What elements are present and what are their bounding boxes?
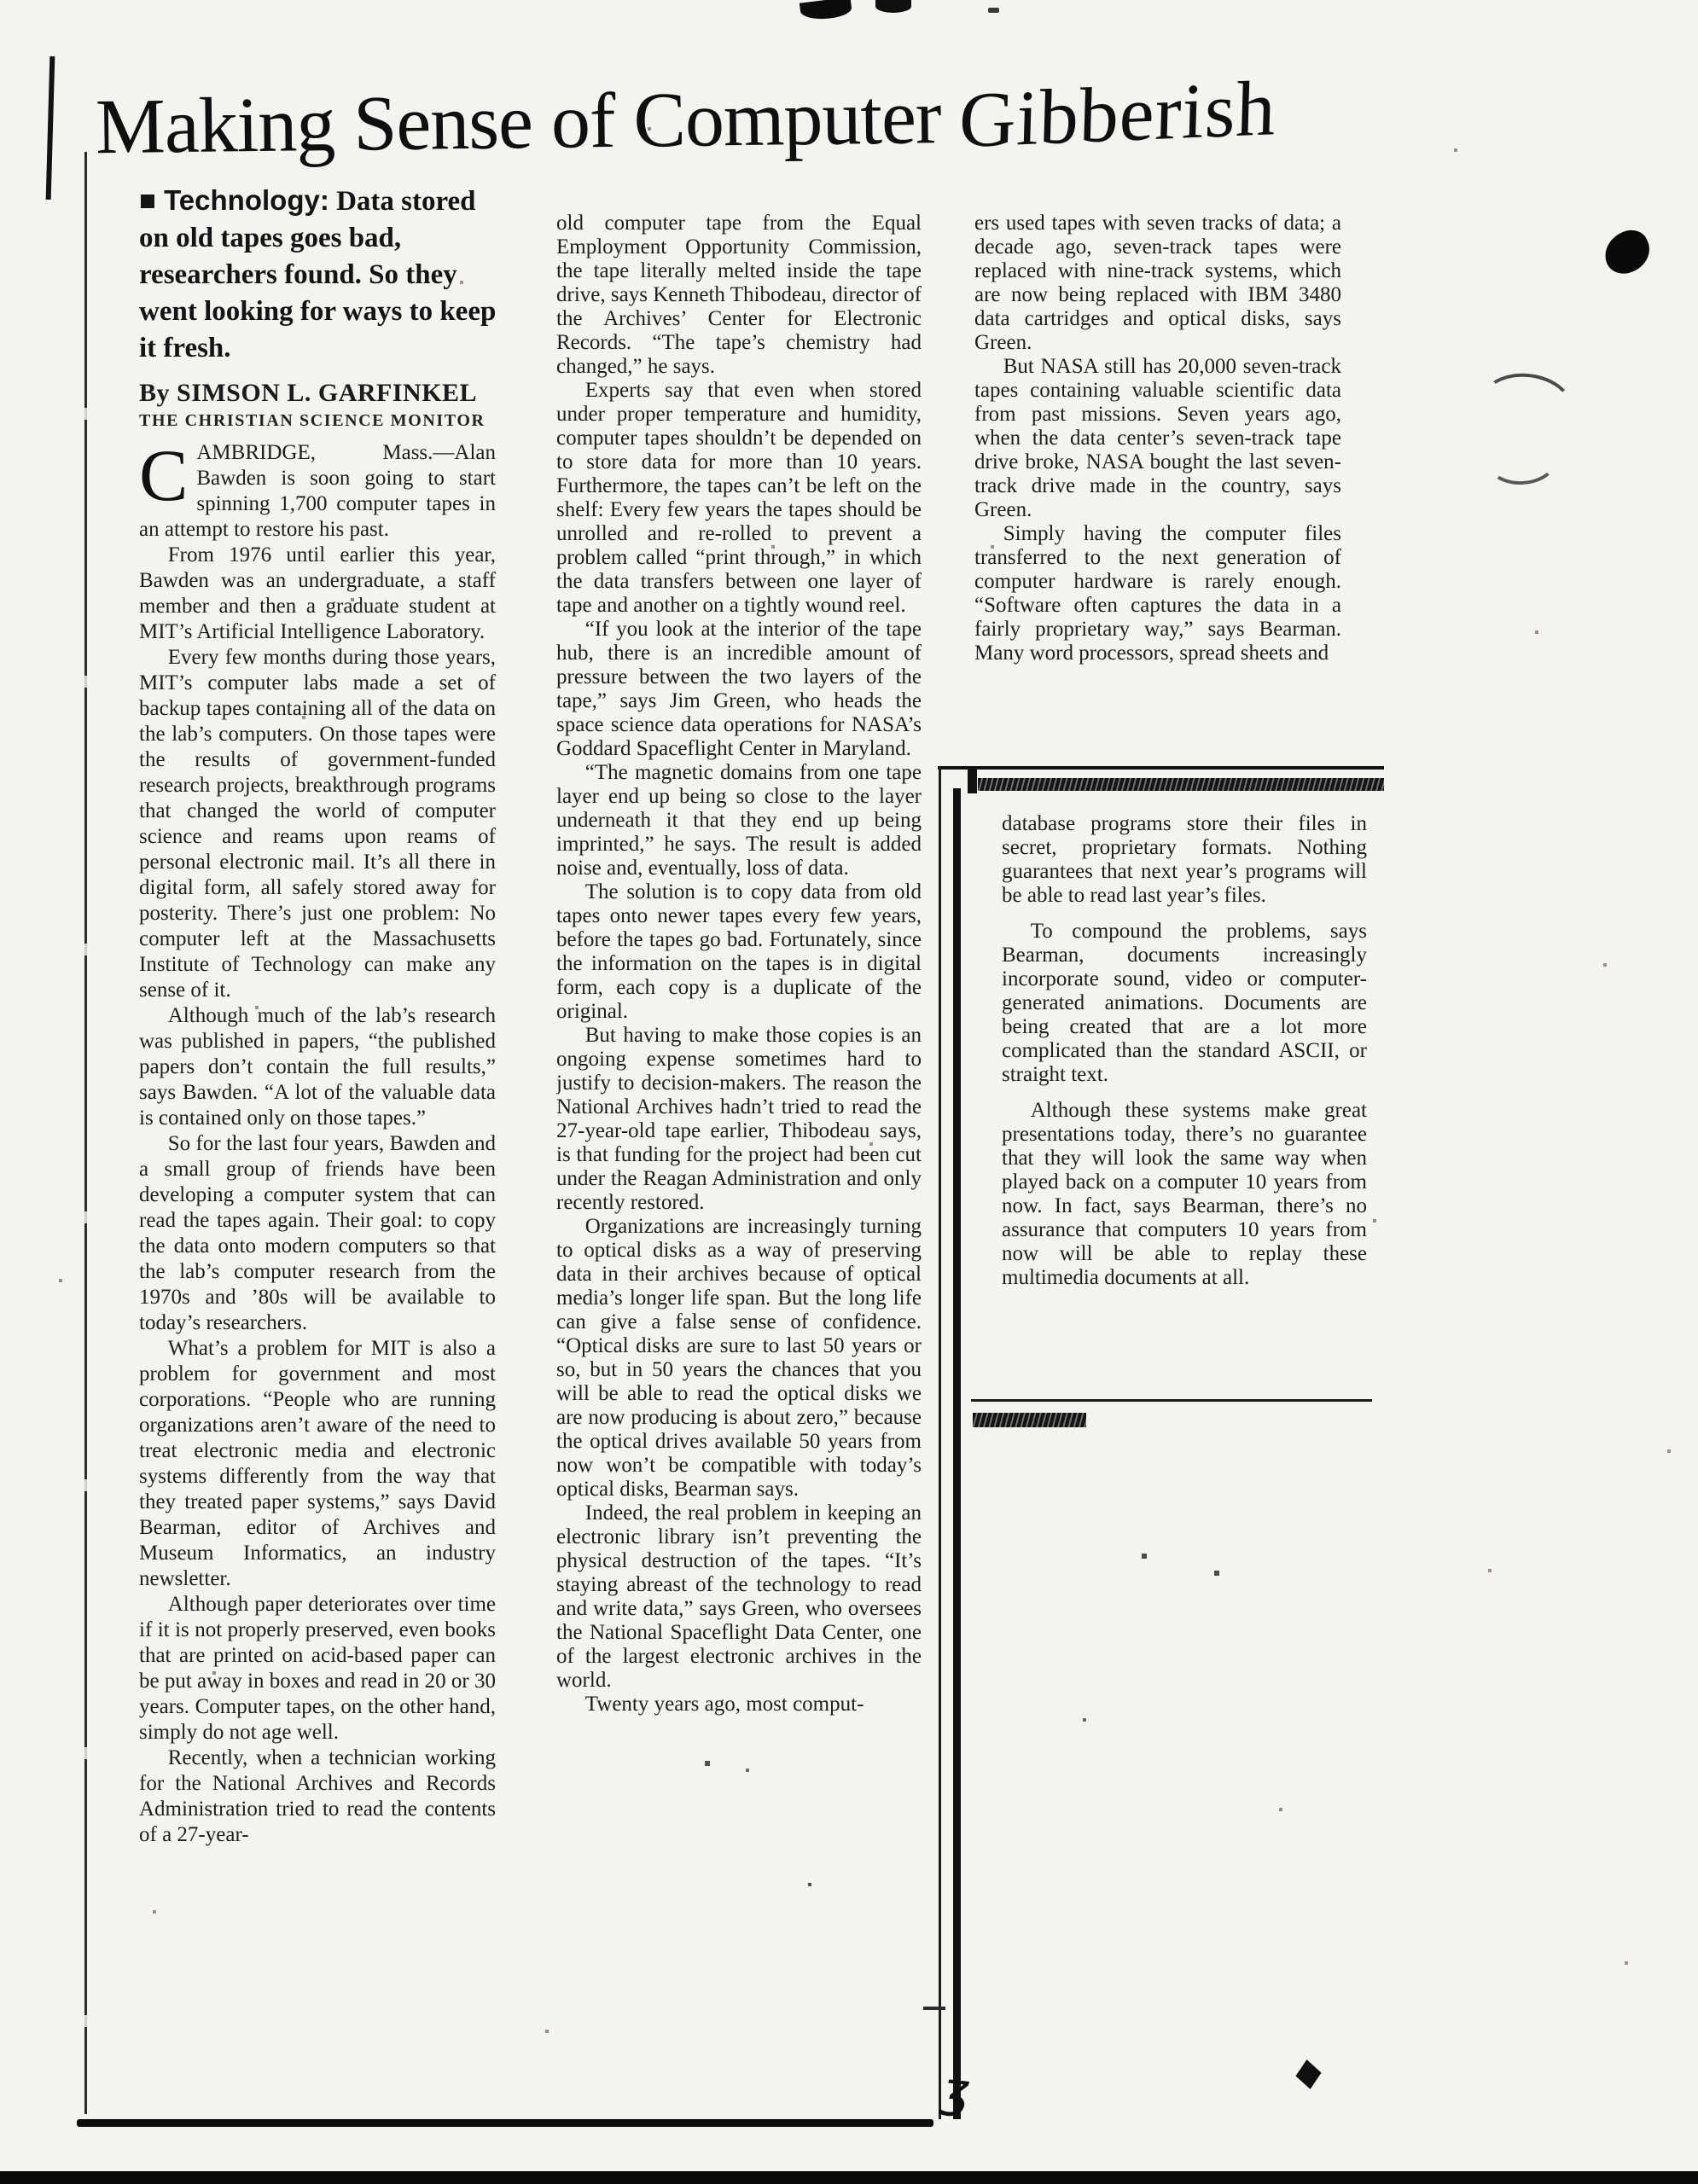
article-bottom-rule <box>77 2119 933 2127</box>
paragraph: So for the last four years, Bawden and a small group of friends have been developing a computer system that can read the tapes again. Their goal: to copy the data onto modern computers so that the lab’s computer research from the 1970s and ’80s will be available to today’s researchers. <box>139 1132 496 1334</box>
handwritten-squiggle-mark <box>939 2061 973 2119</box>
paragraph: “The magnetic domains from one tape layer end up being so close to the layer underneath it that they end up being imprinted,” he says. The result is added noise and, eventually, loss of data. <box>556 761 922 880</box>
paragraph: Every few months during those years, MIT’s computer labs made a set of backup tapes containing all of the data on the lab’s computers. On those tapes were the results of government-funded research projects, breakthrough programs that changed the world of computer science and reams upon reams of personal electronic mail. It’s all there in digital form, all safely stored away for posterity. There’s just one problem: No computer left at the Massachusetts Institute of Technology can make any sense of it. <box>139 646 496 1002</box>
headline-main-text: Making Sense of Computer <box>95 72 961 170</box>
top-edge-ink-mark <box>875 0 911 13</box>
standfirst <box>139 182 509 367</box>
top-edge-ink-mark <box>800 0 852 22</box>
article-column-1 <box>139 440 496 2119</box>
paragraph: The solution is to copy data from old tapes onto newer tapes every few years, before the tapes go bad. Fortunately, since the information on the tapes is in digital form, each copy is a duplicate of the original. <box>556 880 922 1023</box>
left-edge-ink-mark <box>46 56 55 200</box>
pullquote-bottom-rule <box>971 1399 1372 1402</box>
handwritten-diamond-mark <box>1295 2059 1321 2089</box>
left-margin-rule <box>84 152 87 2114</box>
headline <box>95 65 1393 171</box>
paper-specks <box>0 0 2 2</box>
ring-arc-top-mark <box>1475 368 1579 447</box>
paragraph: From 1976 until earlier this year, Bawden was an undergraduate, a staff member and then a graduate student at MIT’s Artificial Intelligence Laboratory. <box>139 543 496 643</box>
pullquote-box <box>1002 812 1367 1385</box>
pullquote-hatch-bar <box>978 778 1384 791</box>
pullquote-top-rule <box>938 766 1384 770</box>
ring-arc-bottom-mark <box>1486 438 1557 486</box>
paragraph: Although much of the lab’s research was published in papers, “the published papers don’t contain the full results,” says Bawden. “A lot of the valuable data is contained only on those tapes.” <box>139 1004 496 1130</box>
paragraph: To compound the problems, says Bearman, documents increasingly incorporate sound, video or computer-generated animations. Documents are being created that are a lot more complicated than the standard ASCII, or straight text. <box>1002 920 1367 1086</box>
standfirst-kicker: ■ Technology: <box>139 184 329 217</box>
article-column-2 <box>556 212 922 2101</box>
paragraph: Recently, when a technician working for the National Archives and Records Administration tried to read the contents of a 27-year- <box>139 1746 496 1846</box>
byline-author: By SIMSON L. GARFINKEL <box>139 379 478 407</box>
pullquote-left-bar <box>953 788 961 2119</box>
paragraph: What’s a problem for MIT is also a problem for government and most corporations. “People who are running organizations aren’t aware of the need to treat electronic media and electronic systems differently from the way that they treated paper systems,” says David Bearman, editor of Archives and Museum Informatics, an industry newsletter. <box>139 1337 496 1590</box>
article-column-3-upper <box>974 212 1341 759</box>
paragraph: Organizations are increasingly turning to optical disks as a way of preserving data in their archives because of optical media’s longer life span. But the long life can give a false sense of confidence. “Optical disks are sure to last 50 years or so, but in 50 years the chances that you will be able to read the optical disks we are now producing is about zero,” because the optical drives available 50 years from now won’t be compatible with today’s optical disks, Bearman says. <box>556 1215 922 1501</box>
paragraph: Although paper deteriorates over time if it is not properly preserved, even books that are printed on acid-based paper can be put away in boxes and read in 20 or 30 years. Computer tapes, on the other hand, simply do not age well. <box>139 1593 496 1744</box>
pullquote-corner-notch <box>968 766 977 793</box>
paragraph: Indeed, the real problem in keeping an electronic library isn’t preventing the physical destruction of the tapes. “It’s staying abreast of the technology to read and write data,” says Green, who oversees the National Spaceflight Data Center, one of the largest electronic archives in the world. <box>556 1502 922 1692</box>
pullquote-bottom-hatch-bar <box>973 1413 1086 1427</box>
top-edge-tick-mark <box>988 8 999 13</box>
paragraph: “If you look at the interior of the tape hub, there is an incredible amount of pressure between the two layers of the tape,” says Jim Green, who heads the space science data operations for NASA’s Goddard Spaceflight Center in Maryland. <box>556 618 922 760</box>
divider-end-dash-mark <box>923 2007 945 2010</box>
paragraph: database programs store their files in secret, proprietary formats. Nothing guarantees that next year’s programs will be able to read last year’s files. <box>1002 812 1367 907</box>
byline-source: THE CHRISTIAN SCIENCE MONITOR <box>139 411 486 430</box>
paragraph: But NASA still has 20,000 seven-track tapes containing valuable scientific data from past missions. Seven years ago, when the data center’s seven-track tape drive broke, NASA bought the last seven-track drive made in the country, says Green. <box>974 355 1341 521</box>
page-bottom-bar <box>0 2171 1698 2184</box>
standfirst-text: Data stored on old tapes goes bad, researchers found. So they went looking for ways to keep it fresh. <box>139 186 497 364</box>
paragraph: ers used tapes with seven tracks of data; a decade ago, seven-track tapes were replaced with nine-track systems, which are now being replaced with IBM 3480 data cartridges and optical disks, says Green. <box>974 212 1341 354</box>
paragraph: Although these systems make great presentations today, there’s no guarantee that they will look the same way when played back on a computer 10 years from now. In fact, says Bearman, there’s no assurance that computers 10 years from now will be able to replay these multimedia documents at all. <box>1002 1099 1367 1289</box>
paragraph: Experts say that even when stored under proper temperature and humidity, computer tapes shouldn’t be depended on to store data for more than 10 years. Furthermore, the tapes can’t be left on the shelf: Every few years the tapes should be unrolled and re-rolled to prevent a problem called “print through,” in which the data transfers between one layer of tape and another on a tightly wound reel. <box>556 379 922 617</box>
headline-tail-text: Gibberish <box>958 63 1278 164</box>
paragraph: old computer tape from the Equal Employment Opportunity Commission, the tape literally melted inside the tape drive, says Kenneth Thibodeau, director of the Archives’ Center for Electronic Records. “The tape’s chemistry had changed,” he says. <box>556 212 922 378</box>
ink-blob-mark <box>1598 224 1656 280</box>
paragraph: CAMBRIDGE, Mass.—Alan Bawden is soon going to start spinning 1,700 computer tapes in an attempt to restore his past. <box>139 440 496 541</box>
paragraph: Simply having the computer files transferred to the next generation of computer hardware is rarely enough. “Software often captures the data in a fairly proprietary way,” says Bearman. Many word processors, spread sheets and <box>974 522 1341 665</box>
column-divider-rule <box>939 766 941 2119</box>
paragraph: Twenty years ago, most comput- <box>584 1693 864 1716</box>
paragraph: But having to make those copies is an ongoing expense sometimes hard to justify to decision-makers. The reason the National Archives hadn’t tried to read the 27-year-old tape earlier, Thibodeau says, is that funding for the project had been cut under the Reagan Administration and only recently restored. <box>556 1024 922 1214</box>
